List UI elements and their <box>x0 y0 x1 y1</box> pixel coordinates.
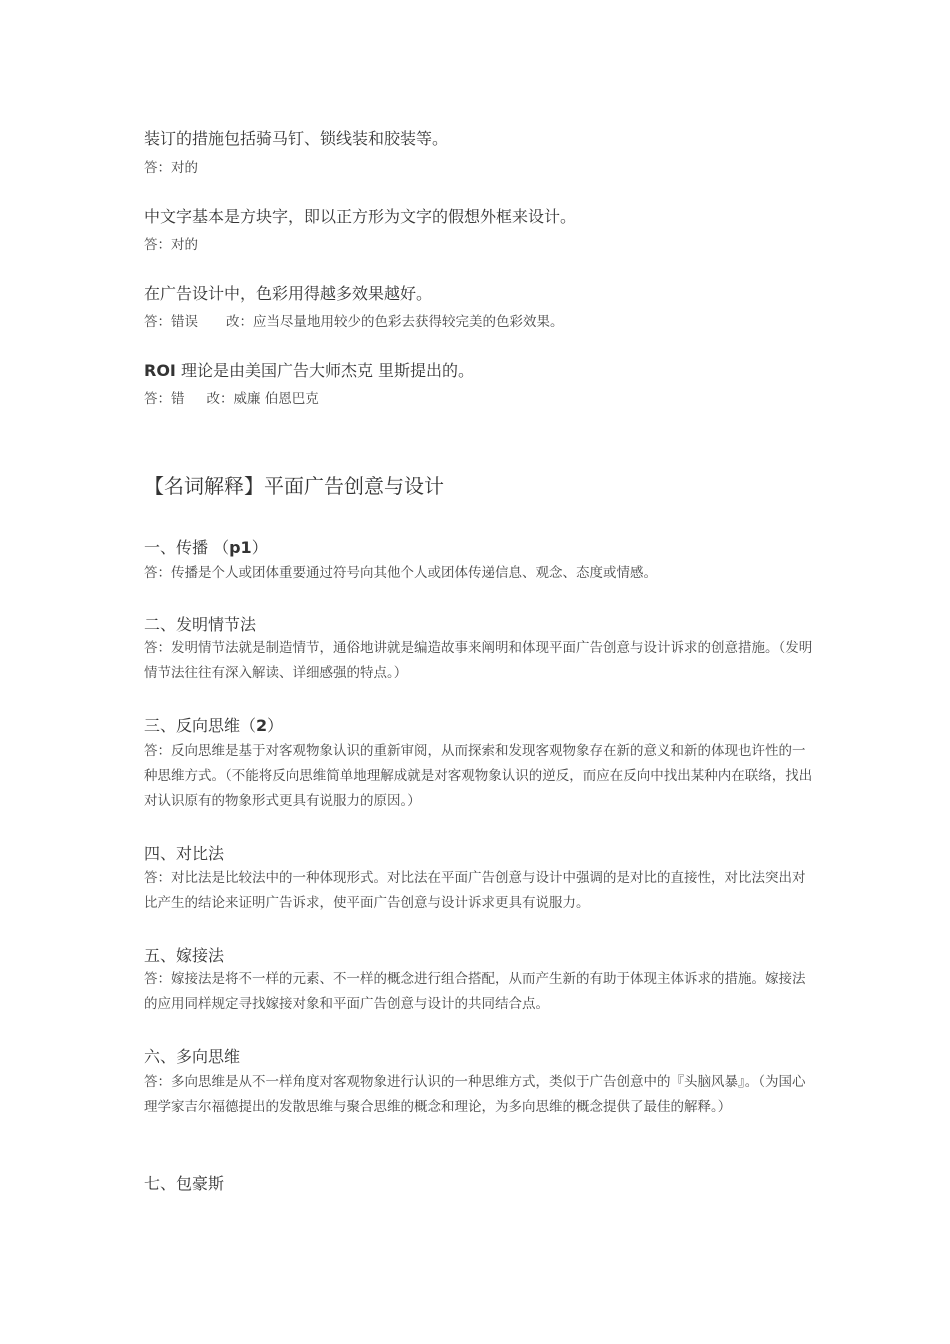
answer-3 <box>144 310 564 330</box>
term-title-3-page: 2 <box>256 716 268 735</box>
term-title-1 <box>144 535 268 558</box>
term-title-6: 六、多向思维 <box>144 1047 241 1066</box>
term-title-4: 四、对比法 <box>144 844 225 863</box>
answer-2: 答：对的 <box>144 237 198 253</box>
answer-3-verdict: 答：错误 <box>144 314 198 330</box>
term-answer-2: 答：发明情节法就是制造情节，通俗地讲就是编造故事来阐明和体现平面广告创意与设计诉求的创意措施。（发明情节法往往有深入解读、详细感强的特点。） <box>144 640 813 681</box>
term-answer-6: 答：多向思维是从不一样角度对客观物象进行认识的一种思维方式，类似于广告创意中的『头脑风暴』。（为国心理学家吉尔福德提出的发散思维与聚合思维的概念和理论，为多向思维的概念提供了最佳的解释。） <box>144 1074 806 1115</box>
question-4-acronym: ROI <box>144 361 176 380</box>
answer-4-verdict: 答：错 <box>144 391 185 407</box>
term-title-7: 七、包豪斯 <box>144 1174 225 1193</box>
term-title-1-page: p1 <box>229 538 252 557</box>
term-answer-5: 答：嫁接法是将不一样的元素、不一样的概念进行组合搭配，从而产生新的有助于体现主体诉求的措施。嫁接法的应用同样规定寻找嫁接对象和平面广告创意与设计的共同结合点。 <box>144 971 806 1012</box>
term-title-3 <box>144 713 283 736</box>
question-3: 在广告设计中，色彩用得越多效果越好。 <box>144 284 433 303</box>
term-title-5: 五、嫁接法 <box>144 946 225 965</box>
question-4-text: 理论是由美国广告大师杰克 里斯提出的。 <box>175 361 475 380</box>
term-title-1-text: 一、传播 （ <box>144 538 230 557</box>
term-title-1-end: ） <box>251 538 268 557</box>
term-answer-3: 答：反向思维是基于对客观物象认识的重新审阅，从而探索和发现客观物象存在新的意义和新的体现也许性的一种思维方式。（不能将反向思维简单地理解成就是对客观物象认识的逆反，而应在反向中找出某种内在联络，找出对认识原有的物象形式更具有说服力的原因。） <box>144 743 813 809</box>
term-title-3-end: ） <box>267 716 284 735</box>
question-1: 装订的措施包括骑马钉、锁线装和胶装等。 <box>144 129 449 148</box>
answer-4 <box>144 387 319 407</box>
term-title-2: 二、发明情节法 <box>144 615 257 634</box>
term-title-3-text: 三、反向思维（ <box>144 716 257 735</box>
question-4 <box>144 358 474 381</box>
answer-3-correction: 改：应当尽量地用较少的色彩去获得较完美的色彩效果。 <box>226 314 564 330</box>
section-title: 【名词解释】平面广告创意与设计 <box>144 474 444 498</box>
question-2: 中文字基本是方块字，即以正方形为文字的假想外框来设计。 <box>144 207 577 226</box>
answer-1: 答：对的 <box>144 160 198 176</box>
answer-4-correction: 改：威廉 伯恩巴克 <box>206 391 319 407</box>
term-answer-4: 答：对比法是比较法中的一种体现形式。对比法在平面广告创意与设计中强调的是对比的直接性，对比法突出对比产生的结论来证明广告诉求，使平面广告创意与设计诉求更具有说服力。 <box>144 870 806 911</box>
term-answer-1: 答：传播是个人或团体重要通过符号向其他个人或团体传递信息、观念、态度或情感。 <box>144 565 657 581</box>
